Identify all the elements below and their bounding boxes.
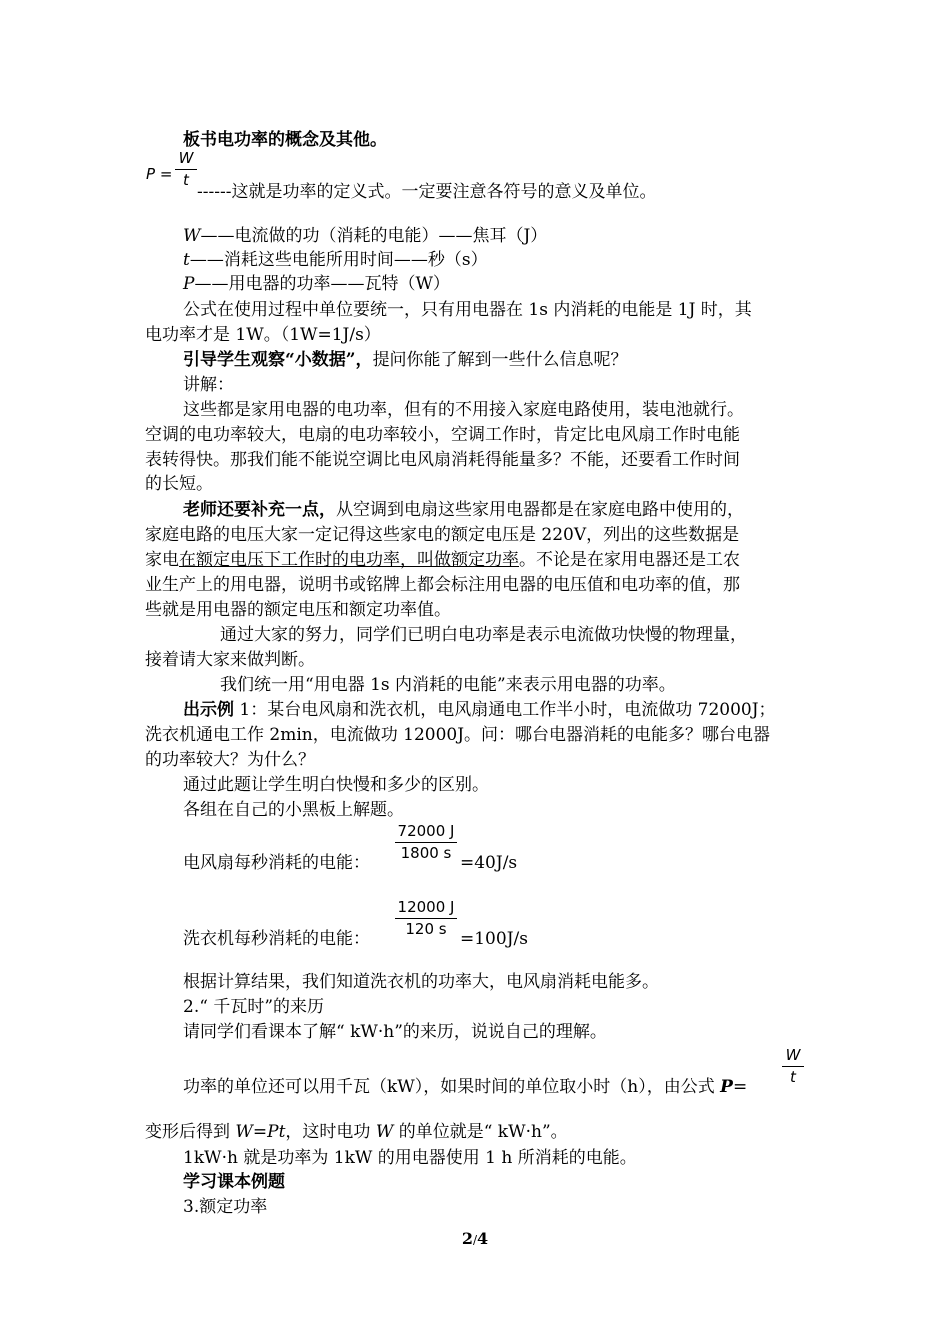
- transform-line: 变形后得到 W=Pt，这时电功 W 的单位就是“ kW·h”。: [145, 1122, 568, 1142]
- symbol-t-line: t——消耗这些电能所用时间——秒（s）: [183, 250, 488, 270]
- paragraph-line: 接着请大家来做判断。: [145, 650, 315, 670]
- paragraph-line: 根据计算结果，我们知道洗衣机的功率大，电风扇消耗电能多。: [183, 972, 659, 992]
- formula-lhs: P =: [146, 165, 173, 183]
- symbol-w-line: W——电流做的功（消耗的电能）——焦耳（J）: [183, 226, 548, 246]
- paragraph-line: 业生产上的用电器，说明书或铭牌上都会标注用电器的电压值和电功率的值，那: [145, 575, 740, 595]
- paragraph-line: 公式在使用过程中单位要统一，只有用电器在 1s 内消耗的电能是 1J 时，其: [183, 300, 752, 320]
- washer-result: =100J/s: [460, 929, 528, 949]
- subheading-kwh: 2.“ 千瓦时”的来历: [183, 997, 325, 1017]
- paragraph-line: 我们统一用“用电器 1s 内消耗的电能”来表示用电器的功率。: [220, 675, 676, 695]
- section-heading: 板书电功率的概念及其他。: [183, 130, 387, 150]
- paragraph-line: 这些都是家用电器的电功率，但有的不用接入家庭电路使用，装电池就行。: [183, 400, 744, 420]
- paragraph-line: 通过此题让学生明白快慢和多少的区别。: [183, 775, 489, 795]
- paragraph-line: 的长短。: [145, 474, 213, 494]
- unit-line: 功率的单位还可以用千瓦（kW），如果时间的单位取小时（h），由公式 P=: [183, 1077, 748, 1097]
- rated-power-definition: 家电在额定电压下工作时的电功率，叫做额定功率。不论是在家用电器还是工农: [145, 550, 740, 570]
- fan-result: =40J/s: [460, 853, 518, 873]
- guide-line: 引导学生观察“小数据”，提问你能了解到一些什么信息呢？: [183, 350, 628, 370]
- definition-note: ------这就是功率的定义式。一定要注意各符号的意义及单位。: [197, 182, 657, 202]
- small-formula-fraction: $\frac{W}{t}$: [782, 1046, 804, 1086]
- paragraph-line: 讲解：: [183, 375, 234, 395]
- paragraph-line: 通过大家的努力，同学们已明白电功率是表示电流做功快慢的物理量，: [220, 625, 747, 645]
- section-heading: 学习课本例题: [183, 1172, 285, 1192]
- washer-fraction: $\frac{12000 J}{120 s}$: [395, 898, 457, 938]
- subheading-rated-power: 3.额定功率: [183, 1197, 268, 1217]
- paragraph-line: 些就是用电器的额定电压和额定功率值。: [145, 600, 451, 620]
- fan-fraction: $\frac{72000 J}{1800 s}$: [395, 822, 457, 862]
- supplement-line: 老师还要补充一点，从空调到电扇这些家用电器都是在家庭电路中使用的，: [183, 500, 744, 520]
- paragraph-line: 表转得快。那我们能不能说空调比电风扇消耗得能量多？不能，还要看工作时间: [145, 450, 740, 470]
- paragraph-line: 各组在自己的小黑板上解题。: [183, 800, 404, 820]
- formula-fraction: $\frac{W}{t}$: [175, 149, 197, 189]
- paragraph-line: 电功率才是 1W。（1W=1J/s）: [145, 325, 381, 345]
- example-line: 出示例 1：某台电风扇和洗衣机，电风扇通电工作半小时，电流做功 72000J；: [183, 700, 776, 720]
- symbol-p-line: P——用电器的功率——瓦特（W）: [183, 274, 450, 294]
- fan-label: 电风扇每秒消耗的电能：: [183, 853, 370, 873]
- washer-label: 洗衣机每秒消耗的电能：: [183, 929, 370, 949]
- paragraph-line: 空调的电功率较大，电扇的电功率较小，空调工作时，肯定比电风扇工作时电能: [145, 425, 740, 445]
- page-number: 2/4: [461, 1229, 489, 1248]
- paragraph-line: 请同学们看课本了解“ kW·h”的来历，说说自己的理解。: [183, 1022, 607, 1042]
- paragraph-line: 洗衣机通电工作 2min，电流做功 12000J。问：哪台电器消耗的电能多？哪台电器: [145, 725, 771, 745]
- paragraph-line: 的功率较大？为什么？: [145, 750, 315, 770]
- paragraph-line: 家庭电路的电压大家一定记得这些家电的额定电压是 220V，列出的这些数据是: [145, 525, 740, 545]
- paragraph-line: 1kW·h 就是功率为 1kW 的用电器使用 1 h 所消耗的电能。: [183, 1148, 637, 1168]
